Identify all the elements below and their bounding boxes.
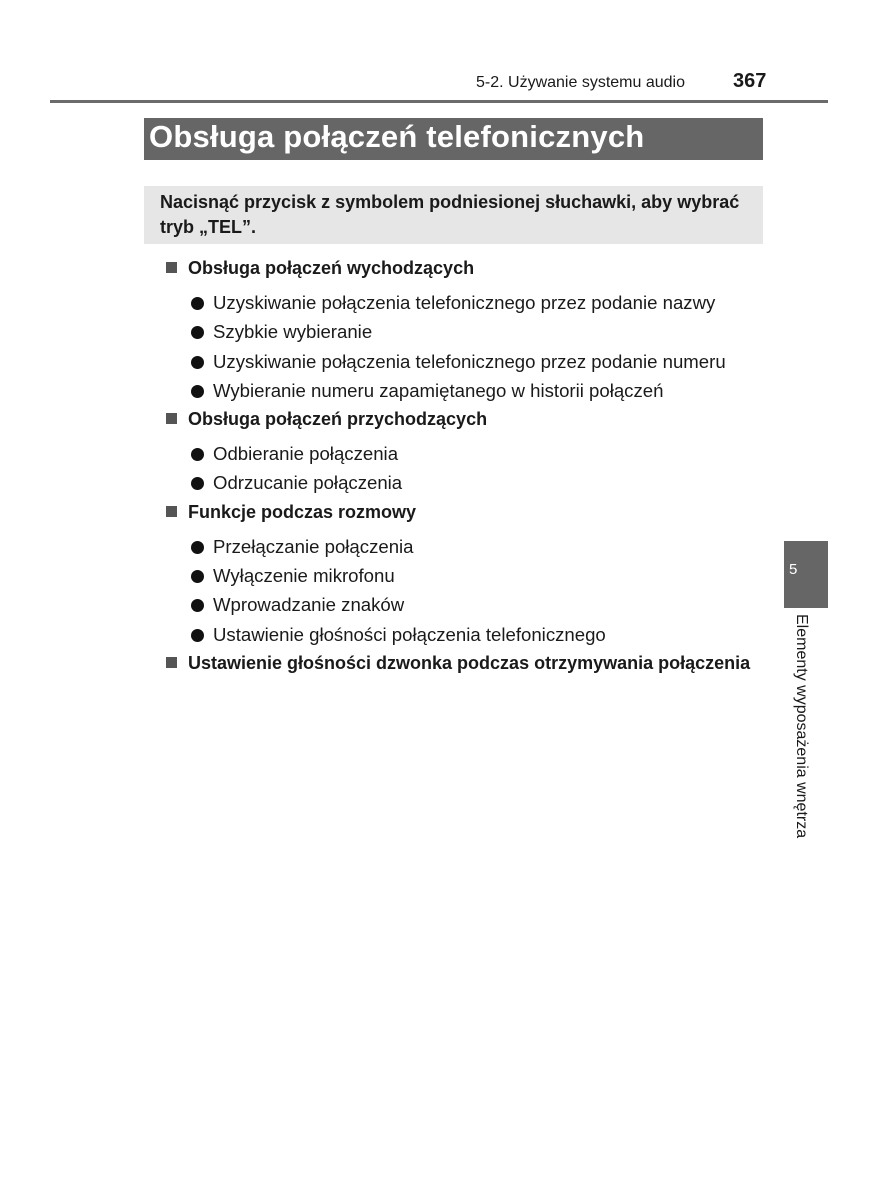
content-list bbox=[166, 254, 776, 683]
header-divider bbox=[50, 100, 828, 103]
round-bullet-icon bbox=[191, 629, 204, 642]
page-number: 367 bbox=[733, 70, 767, 92]
round-bullet-icon bbox=[191, 356, 204, 369]
round-bullet-icon bbox=[191, 477, 204, 490]
running-header-section: 5-2. Używanie systemu audio bbox=[476, 74, 685, 91]
list-item bbox=[166, 532, 776, 561]
list-item bbox=[166, 317, 776, 346]
list-item-text: Odrzucanie połączenia bbox=[213, 472, 403, 494]
section-heading bbox=[166, 405, 776, 434]
section-heading bbox=[166, 498, 776, 527]
chapter-number: 5 bbox=[789, 561, 798, 578]
round-bullet-icon bbox=[191, 541, 204, 554]
page-title: Obsługa połączeń telefonicznych bbox=[149, 119, 645, 154]
section-title-bar bbox=[144, 118, 763, 160]
section-heading bbox=[166, 254, 776, 283]
list-item bbox=[166, 590, 776, 619]
section-heading-text: Obsługa połączeń wychodzących bbox=[188, 258, 475, 278]
round-bullet-icon bbox=[191, 297, 204, 310]
round-bullet-icon bbox=[191, 570, 204, 583]
list-item-text: Uzyskiwanie połączenia telefonicznego przez podanie nazwy bbox=[213, 292, 716, 313]
section-heading bbox=[166, 649, 776, 678]
list-item bbox=[166, 347, 776, 376]
square-bullet-icon bbox=[166, 506, 177, 517]
list-item bbox=[166, 468, 776, 497]
round-bullet-icon bbox=[191, 599, 204, 612]
round-bullet-icon bbox=[191, 385, 204, 398]
square-bullet-icon bbox=[166, 413, 177, 424]
chapter-tab bbox=[784, 541, 828, 608]
list-item-text: Wprowadzanie znaków bbox=[213, 594, 405, 616]
list-item-text: Szybkie wybieranie bbox=[213, 321, 373, 343]
round-bullet-icon bbox=[191, 448, 204, 461]
square-bullet-icon bbox=[166, 657, 177, 668]
list-item bbox=[166, 288, 776, 317]
intro-box bbox=[144, 186, 763, 244]
section-heading-text: Ustawienie głośności dzwonka podczas otrzymywania połączenia bbox=[188, 652, 751, 673]
list-item-text: Ustawienie głośności połączenia telefonicznego bbox=[213, 623, 606, 645]
list-item bbox=[166, 561, 776, 590]
list-item bbox=[166, 376, 776, 405]
list-item-text: Przełączanie połączenia bbox=[213, 535, 414, 557]
intro-text: Nacisnąć przycisk z symbolem podniesionej słuchawki, aby wybrać tryb „TEL”. bbox=[160, 192, 740, 237]
section-heading-text: Funkcje podczas rozmowy bbox=[188, 501, 417, 522]
list-item-text: Wybieranie numeru zapamiętanego w historii połączeń bbox=[213, 379, 664, 401]
list-item bbox=[166, 439, 776, 468]
section-heading-text: Obsługa połączeń przychodzących bbox=[188, 409, 488, 430]
square-bullet-icon bbox=[166, 262, 177, 273]
chapter-label: Elementy wyposażenia wnętrza bbox=[793, 614, 810, 839]
list-item-text: Odbieranie połączenia bbox=[213, 443, 399, 465]
round-bullet-icon bbox=[191, 326, 204, 339]
list-item-text: Uzyskiwanie połączenia telefonicznego przez podanie numeru bbox=[213, 350, 726, 372]
list-item-text: Wyłączenie mikrofonu bbox=[213, 565, 395, 587]
list-item bbox=[166, 620, 776, 649]
